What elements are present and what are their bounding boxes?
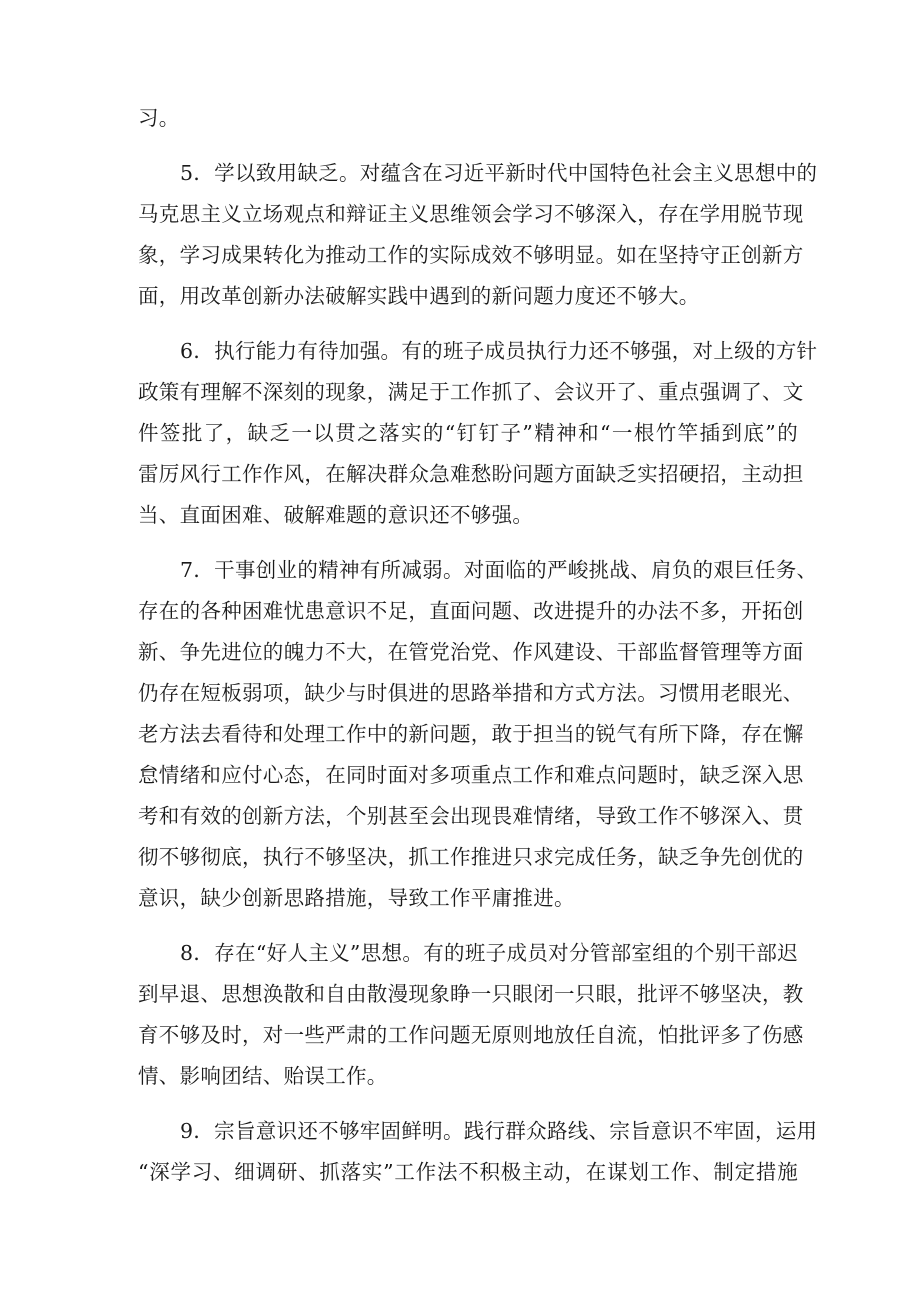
- text-line: 到早退、思想涣散和自由散漫现象睁一只眼闭一只眼，批评不够坚决，教: [138, 982, 804, 1006]
- text-line: 当、直面困难、破解难题的意识还不够强。: [138, 503, 534, 527]
- text-line: “深学习、细调研、抓落实”工作法不积极主动，在谋划工作、制定措施: [138, 1160, 798, 1184]
- text-line: 育不够及时，对一些严肃的工作问题无原则地放任自流，怕批评多了伤感: [138, 1023, 804, 1047]
- text-line: 9．宗旨意识还不够牢固鲜明。践行群众路线、宗旨意识不牢固，运用: [180, 1119, 818, 1143]
- text-line: 存在的各种困难忧患意识不足，直面问题、改进提升的办法不多，开拓创: [138, 599, 804, 623]
- text-line: 彻不够彻底，执行不够坚决，抓工作推进只求完成任务，缺乏争先创优的: [138, 845, 804, 869]
- text-line: 6．执行能力有待加强。有的班子成员执行力还不够强，对上级的方针: [180, 339, 818, 363]
- paragraph-item-8: [138, 933, 804, 1097]
- text-line: 7．干事创业的精神有所减弱。对面临的严峻挑战、肩负的艰巨任务、: [180, 558, 818, 582]
- text-line: 考和有效的创新方法，个别甚至会出现畏难情绪，导致工作不够深入、贯: [138, 804, 804, 828]
- text-line: 5．学以致用缺乏。对蕴含在习近平新时代中国特色社会主义思想中的: [180, 161, 818, 185]
- text-line: 意识，缺少创新思路措施，导致工作平庸推进。: [138, 886, 575, 910]
- text-line: 雷厉风行工作作风，在解决群众急难愁盼问题方面缺乏实招硬招，主动担: [138, 462, 804, 486]
- paragraph-item-7: [138, 550, 818, 919]
- text-line: 习。: [138, 106, 180, 130]
- text-line: 新、争先进位的魄力不大，在管党治党、作风建设、干部监督管理等方面: [138, 640, 804, 664]
- text-line: 仍存在短板弱项，缺少与时俱进的思路举措和方式方法。习惯用老眼光、: [138, 681, 804, 705]
- text-line: 8．存在“好人主义”思想。有的班子成员对分管部室组的个别干部迟: [180, 941, 798, 965]
- text-line: 件签批了，缺乏一以贯之落实的“钉钉子”精神和“一根竹竿插到底”的: [138, 421, 798, 445]
- text-line: 老方法去看待和处理工作中的新问题，敢于担当的锐气有所下降，存在懈: [138, 722, 804, 746]
- text-line: 面，用改革创新办法破解实践中遇到的新问题力度还不够大。: [138, 284, 700, 308]
- text-line: 马克思主义立场观点和辩证主义思维领会学习不够深入，存在学用脱节现: [138, 202, 804, 226]
- paragraph-continuation: [138, 98, 798, 139]
- text-line: 政策有理解不深刻的现象，满足于工作抓了、会议开了、重点强调了、文: [138, 380, 804, 404]
- text-line: 情、影响团结、贻误工作。: [138, 1064, 388, 1088]
- paragraph-item-9: [138, 1111, 818, 1193]
- text-line: 象，学习成果转化为推动工作的实际成效不够明显。如在坚持守正创新方: [138, 243, 804, 267]
- paragraph-item-6: [138, 331, 818, 536]
- paragraph-item-5: [138, 153, 818, 317]
- document-body: [138, 98, 818, 1207]
- text-line: 怠情绪和应付心态，在同时面对多项重点工作和难点问题时，缺乏深入思: [138, 763, 804, 787]
